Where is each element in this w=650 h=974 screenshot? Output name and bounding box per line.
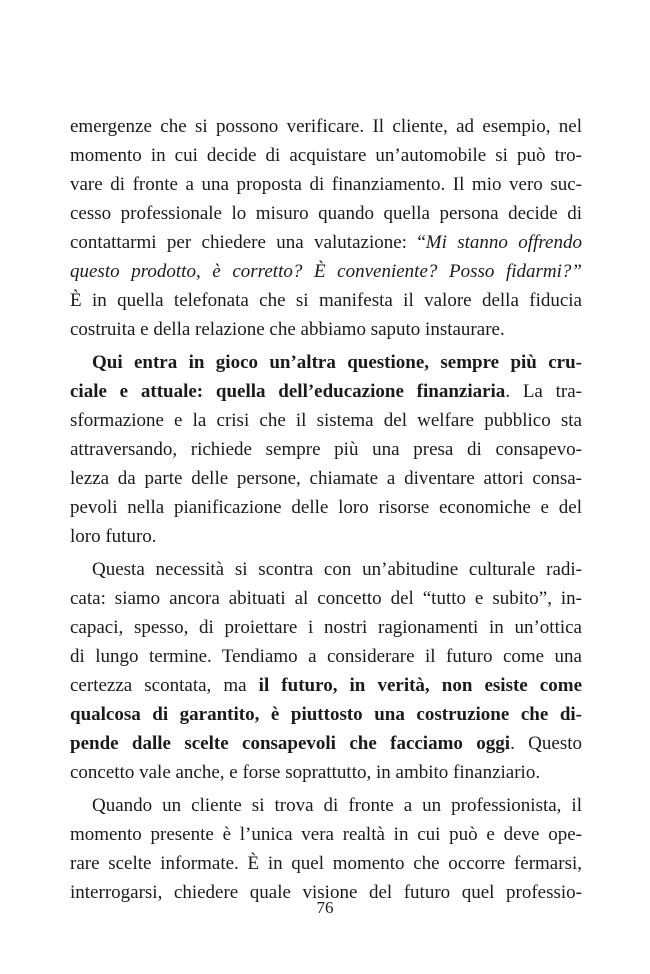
- text-run: pevoli nella pianificazione delle loro risorse economiche e del: [70, 497, 582, 518]
- text-line: [70, 791, 582, 820]
- text-line: [70, 199, 582, 228]
- text-line: [70, 729, 582, 758]
- text-line: [70, 464, 582, 493]
- text-run: attraversando, richiede sempre più una presa di consapevo-: [70, 439, 582, 460]
- page-body: [70, 112, 582, 907]
- text-run: di lungo termine. Tendiamo a considerare il futuro come una: [70, 646, 582, 667]
- text-line: [70, 671, 582, 700]
- text-run: vare di fronte a una proposta di finanziamento. Il mio vero suc-: [70, 174, 582, 195]
- paragraph: [70, 348, 582, 551]
- text-run: È in quella telefonata che si manifesta il valore della fiducia: [70, 290, 582, 311]
- text-line: [70, 642, 582, 671]
- text-line: [70, 584, 582, 613]
- text-line: [70, 348, 582, 377]
- text-run: loro futuro.: [70, 526, 157, 547]
- text-run: interrogarsi, chiedere quale visione del futuro quel professio-: [70, 882, 582, 903]
- text-line: [70, 228, 582, 257]
- text-run: Questa necessità si scontra con un’abitudine culturale radi-: [92, 559, 582, 580]
- text-line: [70, 286, 582, 315]
- italic-text: Mi stanno offrendo: [425, 232, 582, 253]
- text-line: [70, 377, 582, 406]
- text-line: [70, 849, 582, 878]
- text-run: momento in cui decide di acquistare un’automobile si può tro-: [70, 145, 582, 166]
- text-run: certezza scontata, ma: [70, 675, 259, 696]
- text-run: contattarmi per chiedere una valutazione: “: [70, 232, 426, 253]
- text-run: concetto vale anche, e forse soprattutto, in ambito finanziario.: [70, 762, 541, 783]
- bold-text: pende dalle scelte consapevoli che facciamo oggi: [70, 733, 511, 754]
- bold-text: il futuro, in verità, non esiste come: [258, 675, 582, 696]
- text-run: cesso professionale lo misuro quando quella persona decide di: [70, 203, 582, 224]
- paragraph: [70, 555, 582, 787]
- bold-text: qualcosa di garantito, è piuttosto una costruzione che di-: [70, 704, 582, 725]
- text-line: [70, 257, 582, 286]
- text-run: cata: siamo ancora abituati al concetto del “tutto e subito”, in-: [70, 588, 582, 609]
- text-run: momento presente è l’unica vera realtà in cui può e deve ope-: [70, 824, 582, 845]
- text-line: [70, 820, 582, 849]
- text-line: [70, 758, 582, 787]
- text-run: lezza da parte delle persone, chiamate a diventare attori consa-: [70, 468, 582, 489]
- text-line: [70, 406, 582, 435]
- text-line: [70, 315, 582, 344]
- text-run: . La tra-: [505, 381, 582, 402]
- italic-text: questo prodotto, è corretto? È conveniente? Posso fidarmi?”: [70, 261, 582, 282]
- text-run: sformazione e la crisi che il sistema del welfare pubblico sta: [70, 410, 582, 431]
- text-run: capaci, spesso, di proiettare i nostri ragionamenti in un’ottica: [70, 617, 582, 638]
- text-run: Quando un cliente si trova di fronte a un professionista, il: [92, 795, 582, 816]
- text-line: [70, 435, 582, 464]
- text-line: [70, 170, 582, 199]
- text-line: [70, 613, 582, 642]
- text-run: . Questo: [510, 733, 582, 754]
- text-line: [70, 112, 582, 141]
- text-run: costruita e della relazione che abbiamo saputo instaurare.: [70, 319, 505, 340]
- paragraph: [70, 791, 582, 907]
- text-line: [70, 555, 582, 584]
- page-number: 76: [316, 898, 334, 917]
- text-line: [70, 522, 582, 551]
- bold-text: Qui entra in gioco un’altra questione, sempre più cru-: [92, 352, 582, 373]
- text-run: emergenze che si possono verificare. Il cliente, ad esempio, nel: [70, 116, 582, 137]
- text-line: [70, 141, 582, 170]
- bold-text: ciale e attuale: quella dell’educazione finanziaria: [70, 381, 506, 402]
- text-run: rare scelte informate. È in quel momento che occorre fermarsi,: [70, 853, 582, 874]
- text-line: [70, 700, 582, 729]
- text-line: [70, 493, 582, 522]
- paragraph: [70, 112, 582, 344]
